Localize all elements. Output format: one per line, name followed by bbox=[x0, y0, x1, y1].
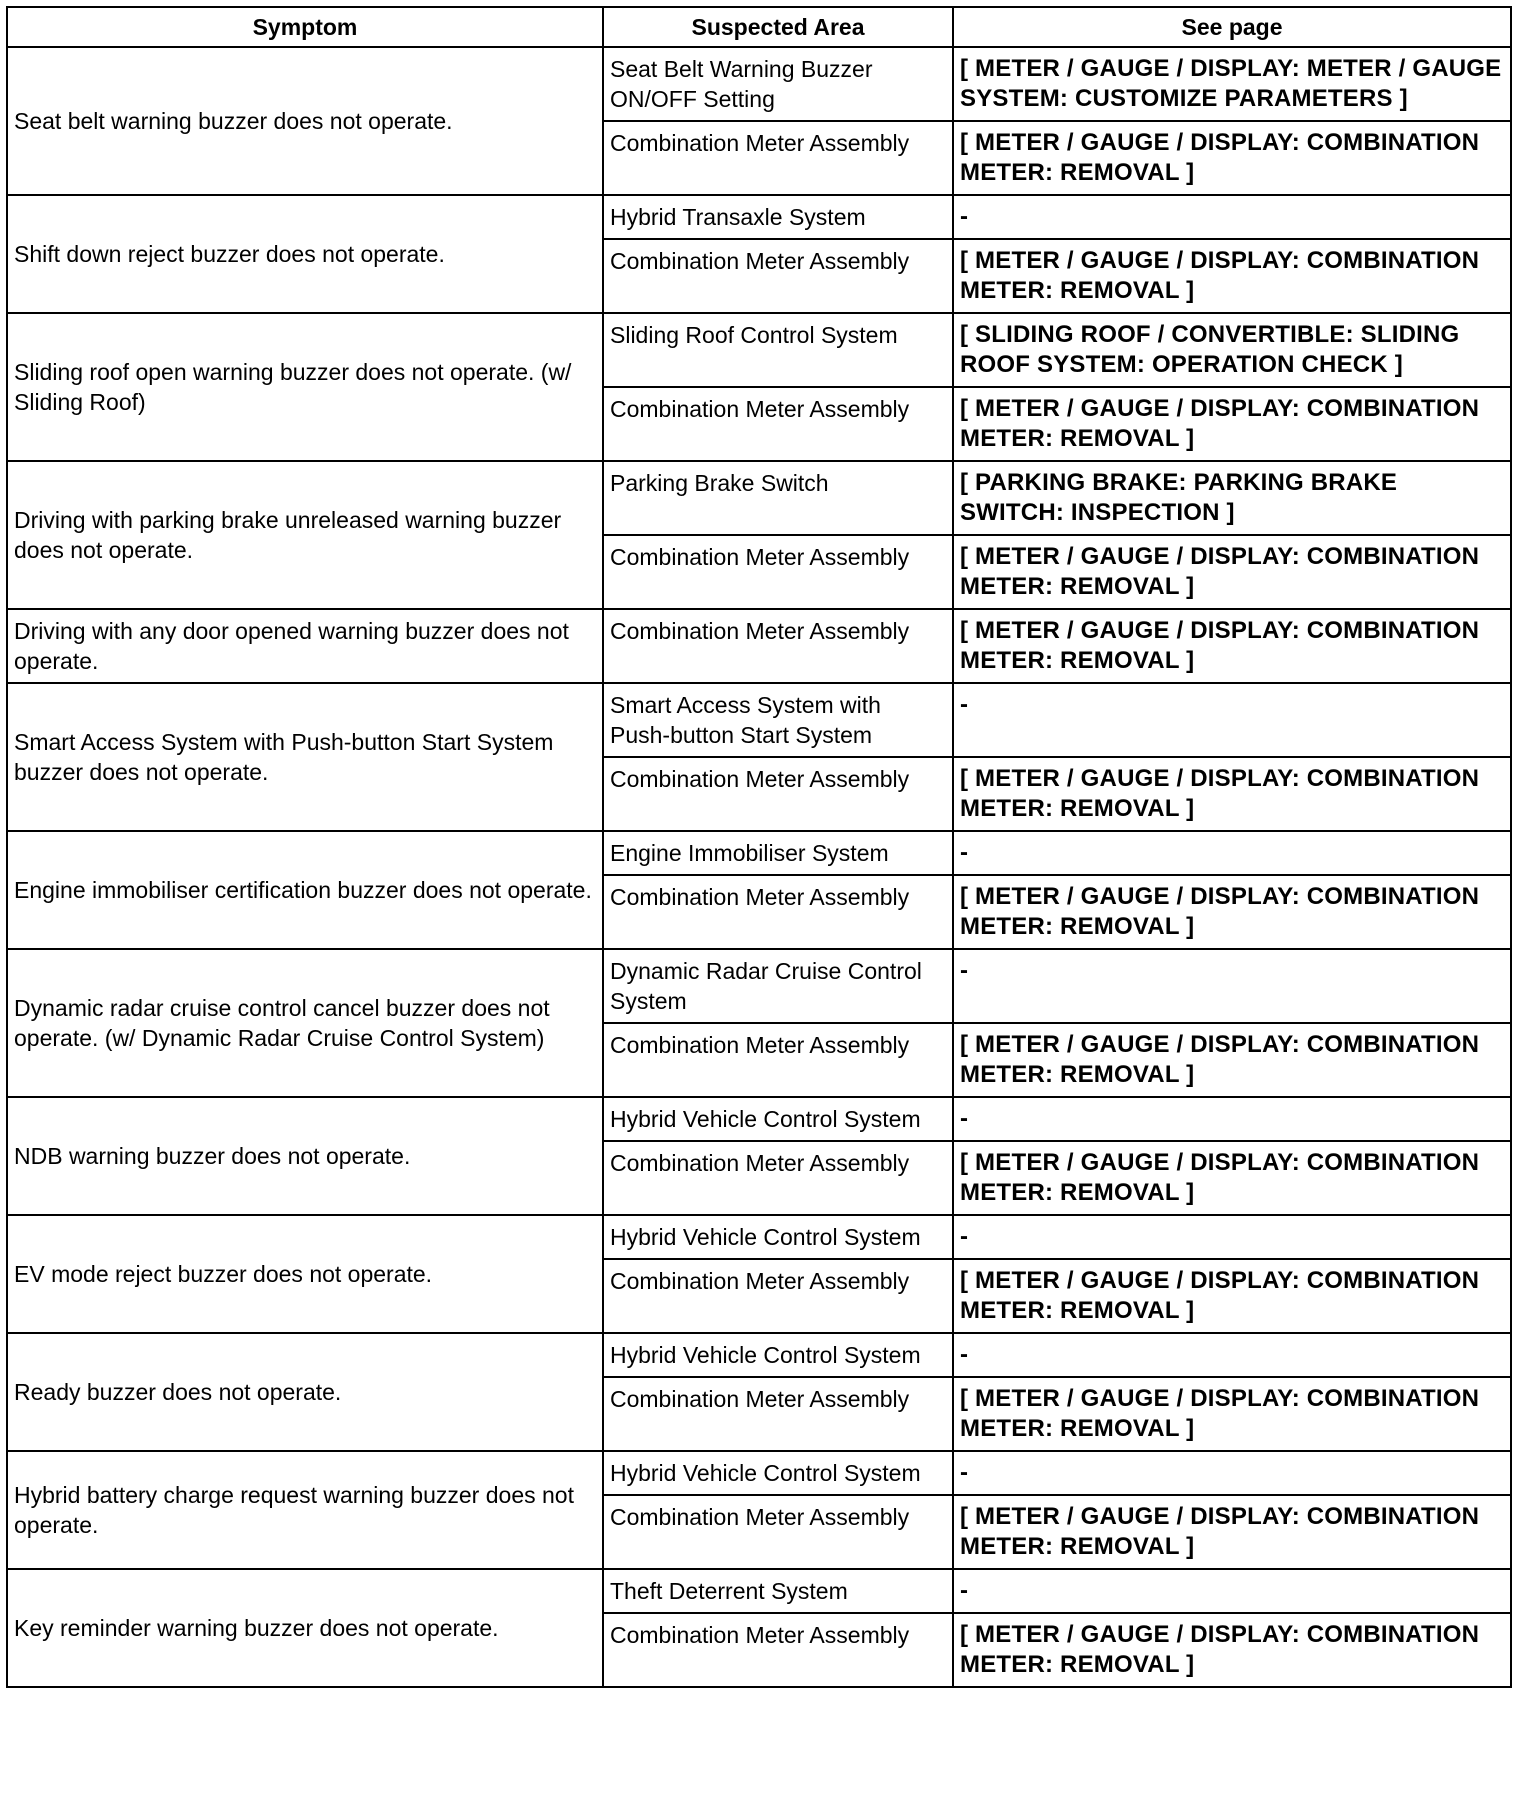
suspected-area-cell: Combination Meter Assembly bbox=[603, 1259, 953, 1333]
table-header bbox=[7, 7, 1511, 47]
table-row bbox=[7, 1097, 1511, 1141]
suspected-area-cell: Hybrid Vehicle Control System bbox=[603, 1097, 953, 1141]
suspected-area-cell: Hybrid Transaxle System bbox=[603, 195, 953, 239]
table-row bbox=[7, 831, 1511, 875]
suspected-area-cell: Combination Meter Assembly bbox=[603, 387, 953, 461]
see-page-cell: [ METER / GAUGE / DISPLAY: COMBINATION METER: REMOVAL ] bbox=[953, 1141, 1511, 1215]
table-row bbox=[7, 1333, 1511, 1377]
see-page-cell: [ METER / GAUGE / DISPLAY: COMBINATION METER: REMOVAL ] bbox=[953, 609, 1511, 683]
symptom-cell: Ready buzzer does not operate. bbox=[7, 1333, 603, 1451]
see-page-cell: - bbox=[953, 949, 1511, 1023]
table-row bbox=[7, 949, 1511, 1023]
table-row bbox=[7, 609, 1511, 683]
suspected-area-cell: Hybrid Vehicle Control System bbox=[603, 1333, 953, 1377]
symptom-cell: Key reminder warning buzzer does not operate. bbox=[7, 1569, 603, 1687]
suspected-area-cell: Combination Meter Assembly bbox=[603, 1377, 953, 1451]
suspected-area-cell: Combination Meter Assembly bbox=[603, 1023, 953, 1097]
suspected-area-cell: Combination Meter Assembly bbox=[603, 535, 953, 609]
suspected-area-cell: Combination Meter Assembly bbox=[603, 1495, 953, 1569]
table-row bbox=[7, 195, 1511, 239]
see-page-cell: [ SLIDING ROOF / CONVERTIBLE: SLIDING ROOF SYSTEM: OPERATION CHECK ] bbox=[953, 313, 1511, 387]
suspected-area-cell: Combination Meter Assembly bbox=[603, 239, 953, 313]
suspected-area-cell: Hybrid Vehicle Control System bbox=[603, 1451, 953, 1495]
see-page-cell: - bbox=[953, 1215, 1511, 1259]
see-page-cell: [ METER / GAUGE / DISPLAY: COMBINATION METER: REMOVAL ] bbox=[953, 535, 1511, 609]
suspected-area-cell: Hybrid Vehicle Control System bbox=[603, 1215, 953, 1259]
symptom-cell: Smart Access System with Push-button Start System buzzer does not operate. bbox=[7, 683, 603, 831]
symptom-cell: Hybrid battery charge request warning buzzer does not operate. bbox=[7, 1451, 603, 1569]
table-row bbox=[7, 1451, 1511, 1495]
suspected-area-cell: Engine Immobiliser System bbox=[603, 831, 953, 875]
suspected-area-cell: Parking Brake Switch bbox=[603, 461, 953, 535]
see-page-cell: [ METER / GAUGE / DISPLAY: COMBINATION METER: REMOVAL ] bbox=[953, 1377, 1511, 1451]
symptom-cell: Shift down reject buzzer does not operate. bbox=[7, 195, 603, 313]
see-page-cell: - bbox=[953, 1333, 1511, 1377]
suspected-area-cell: Theft Deterrent System bbox=[603, 1569, 953, 1613]
table-row bbox=[7, 683, 1511, 757]
symptom-cell: Driving with parking brake unreleased warning buzzer does not operate. bbox=[7, 461, 603, 609]
suspected-area-cell: Combination Meter Assembly bbox=[603, 757, 953, 831]
see-page-cell: [ METER / GAUGE / DISPLAY: COMBINATION METER: REMOVAL ] bbox=[953, 1259, 1511, 1333]
see-page-cell: [ METER / GAUGE / DISPLAY: COMBINATION METER: REMOVAL ] bbox=[953, 239, 1511, 313]
see-page-cell: [ METER / GAUGE / DISPLAY: COMBINATION METER: REMOVAL ] bbox=[953, 1495, 1511, 1569]
see-page-cell: [ METER / GAUGE / DISPLAY: COMBINATION METER: REMOVAL ] bbox=[953, 1613, 1511, 1687]
see-page-cell: [ METER / GAUGE / DISPLAY: COMBINATION METER: REMOVAL ] bbox=[953, 121, 1511, 195]
symptom-cell: Dynamic radar cruise control cancel buzzer does not operate. (w/ Dynamic Radar Cruise Control System) bbox=[7, 949, 603, 1097]
table-row bbox=[7, 313, 1511, 387]
see-page-cell: - bbox=[953, 831, 1511, 875]
suspected-area-cell: Combination Meter Assembly bbox=[603, 875, 953, 949]
symptom-cell: EV mode reject buzzer does not operate. bbox=[7, 1215, 603, 1333]
table-row bbox=[7, 1569, 1511, 1613]
see-page-cell: - bbox=[953, 683, 1511, 757]
see-page-cell: - bbox=[953, 1451, 1511, 1495]
see-page-cell: [ METER / GAUGE / DISPLAY: COMBINATION METER: REMOVAL ] bbox=[953, 1023, 1511, 1097]
header-suspected-area: Suspected Area bbox=[603, 7, 953, 47]
see-page-cell: - bbox=[953, 1097, 1511, 1141]
suspected-area-cell: Sliding Roof Control System bbox=[603, 313, 953, 387]
symptom-cell: Engine immobiliser certification buzzer does not operate. bbox=[7, 831, 603, 949]
symptom-table bbox=[6, 6, 1512, 1688]
suspected-area-cell: Smart Access System with Push-button Start System bbox=[603, 683, 953, 757]
suspected-area-cell: Combination Meter Assembly bbox=[603, 609, 953, 683]
header-symptom: Symptom bbox=[7, 7, 603, 47]
suspected-area-cell: Combination Meter Assembly bbox=[603, 1613, 953, 1687]
header-row bbox=[7, 7, 1511, 47]
symptom-cell: NDB warning buzzer does not operate. bbox=[7, 1097, 603, 1215]
header-see-page: See page bbox=[953, 7, 1511, 47]
table-row bbox=[7, 461, 1511, 535]
table-row bbox=[7, 47, 1511, 121]
see-page-cell: [ METER / GAUGE / DISPLAY: COMBINATION METER: REMOVAL ] bbox=[953, 757, 1511, 831]
see-page-cell: [ METER / GAUGE / DISPLAY: COMBINATION METER: REMOVAL ] bbox=[953, 875, 1511, 949]
see-page-cell: [ METER / GAUGE / DISPLAY: COMBINATION METER: REMOVAL ] bbox=[953, 387, 1511, 461]
see-page-cell: - bbox=[953, 1569, 1511, 1613]
see-page-cell: [ METER / GAUGE / DISPLAY: METER / GAUGE SYSTEM: CUSTOMIZE PARAMETERS ] bbox=[953, 47, 1511, 121]
see-page-cell: - bbox=[953, 195, 1511, 239]
suspected-area-cell: Seat Belt Warning Buzzer ON/OFF Setting bbox=[603, 47, 953, 121]
suspected-area-cell: Combination Meter Assembly bbox=[603, 121, 953, 195]
table-row bbox=[7, 1215, 1511, 1259]
see-page-cell: [ PARKING BRAKE: PARKING BRAKE SWITCH: INSPECTION ] bbox=[953, 461, 1511, 535]
table-body bbox=[7, 47, 1511, 1687]
suspected-area-cell: Dynamic Radar Cruise Control System bbox=[603, 949, 953, 1023]
symptom-cell: Sliding roof open warning buzzer does not operate. (w/ Sliding Roof) bbox=[7, 313, 603, 461]
symptom-cell: Seat belt warning buzzer does not operate. bbox=[7, 47, 603, 195]
suspected-area-cell: Combination Meter Assembly bbox=[603, 1141, 953, 1215]
symptom-cell: Driving with any door opened warning buzzer does not operate. bbox=[7, 609, 603, 683]
